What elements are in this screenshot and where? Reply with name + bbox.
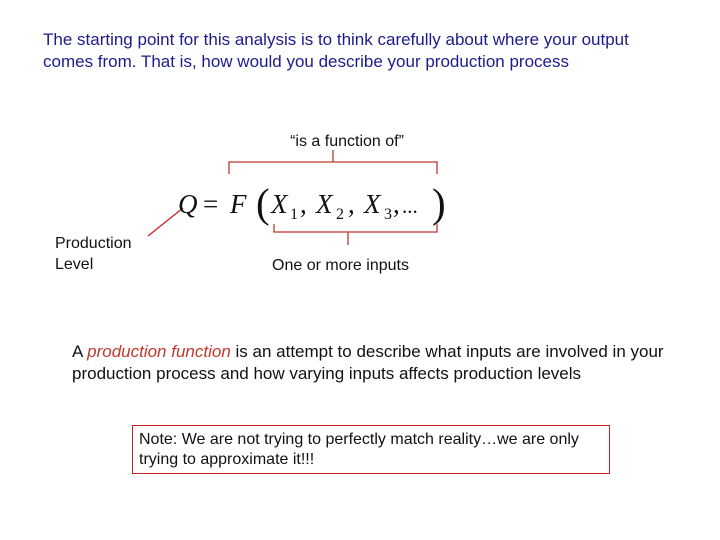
formula-q: Q bbox=[178, 189, 198, 219]
formula-close-paren: ) bbox=[432, 180, 446, 226]
formula-sub-1: 1 bbox=[290, 206, 298, 223]
formula-ellipsis: ... bbox=[402, 194, 418, 218]
definition-paragraph bbox=[72, 341, 692, 385]
formula-open-paren: ( bbox=[256, 180, 270, 226]
inputs-label: One or more inputs bbox=[272, 257, 409, 274]
formula-sub-2: 2 bbox=[336, 206, 344, 223]
formula-comma-1: , bbox=[300, 189, 307, 219]
formula-comma-2: , bbox=[348, 189, 355, 219]
formula-x1: X bbox=[271, 189, 288, 219]
definition-rest: is an attempt to describe what inputs are involved in your production process and how varying inputs affects production levels bbox=[72, 342, 664, 383]
top-brace bbox=[229, 150, 437, 174]
definition-highlight: production function bbox=[87, 342, 231, 361]
function-of-text: “is a function of” bbox=[290, 133, 404, 150]
formula-f: F bbox=[230, 189, 247, 219]
formula-x3: X bbox=[364, 189, 381, 219]
definition-prefix: A bbox=[72, 342, 88, 361]
formula-comma-3: , bbox=[393, 189, 400, 219]
production-level-line-2: Level bbox=[55, 256, 94, 273]
production-level-label bbox=[55, 233, 132, 275]
note-box: Note: We are not trying to perfectly match reality…we are only trying to approximate it!!! bbox=[132, 425, 610, 474]
bottom-brace bbox=[274, 224, 437, 245]
formula-x2: X bbox=[316, 189, 333, 219]
formula-sub-3: 3 bbox=[384, 206, 392, 223]
production-level-line-1: Production bbox=[55, 235, 132, 252]
formula-equals: = bbox=[203, 189, 219, 219]
intro-paragraph: The starting point for this analysis is to think carefully about where your output comes from. That is, how would you describe your production process bbox=[43, 30, 629, 71]
